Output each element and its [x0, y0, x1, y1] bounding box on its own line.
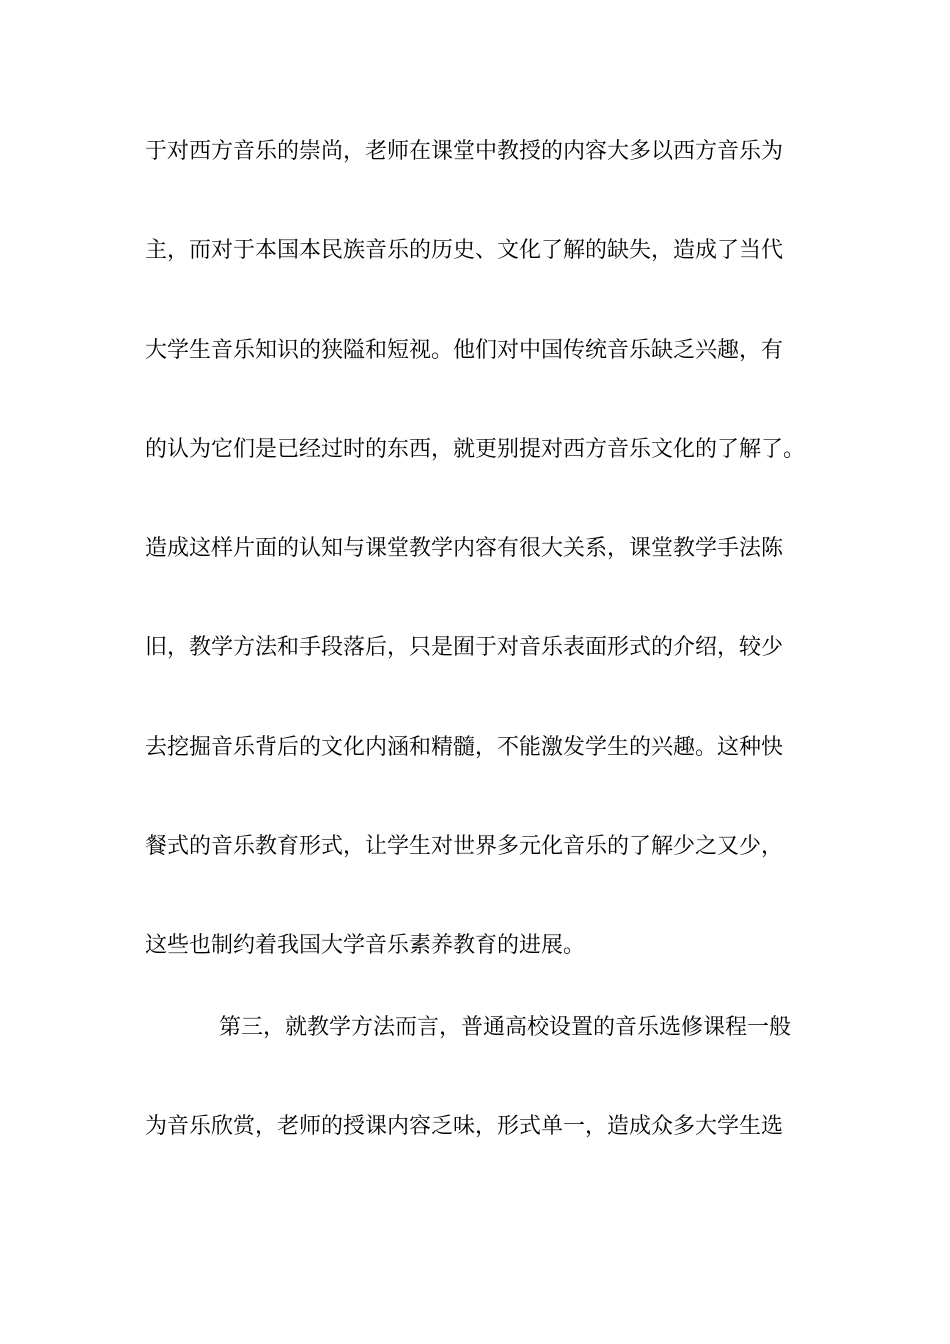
text-line: 的认为它们是已经过时的东西，就更别提对西方音乐文化的了解了。 — [145, 437, 806, 462]
text-line: 大学生音乐知识的狭隘和短视。他们对中国传统音乐缺乏兴趣，有 — [145, 338, 784, 363]
text-line: 去挖掘音乐背后的文化内涵和精髓，不能激发学生的兴趣。这种快 — [145, 735, 784, 760]
text-line: 于对西方音乐的崇尚，老师在课堂中教授的内容大多以西方音乐为 — [145, 139, 784, 164]
text-line: 这些也制约着我国大学音乐素养教育的进展。 — [145, 933, 586, 958]
text-line: 主，而对于本国本民族音乐的历史、文化了解的缺失，造成了当代 — [145, 238, 784, 263]
text-line: 旧，教学方法和手段落后，只是囿于对音乐表面形式的介绍，较少 — [145, 635, 784, 660]
text-line: 餐式的音乐教育形式，让学生对世界多元化音乐的了解少之又少， — [145, 834, 784, 859]
text-line: 造成这样片面的认知与课堂教学内容有很大关系，课堂教学手法陈 — [145, 536, 784, 561]
text-line: 为音乐欣赏，老师的授课内容乏味，形式单一，造成众多大学生选 — [145, 1114, 784, 1139]
paragraph-start-line: 第三，就教学方法而言，普通高校设置的音乐选修课程一般 — [219, 1015, 792, 1040]
